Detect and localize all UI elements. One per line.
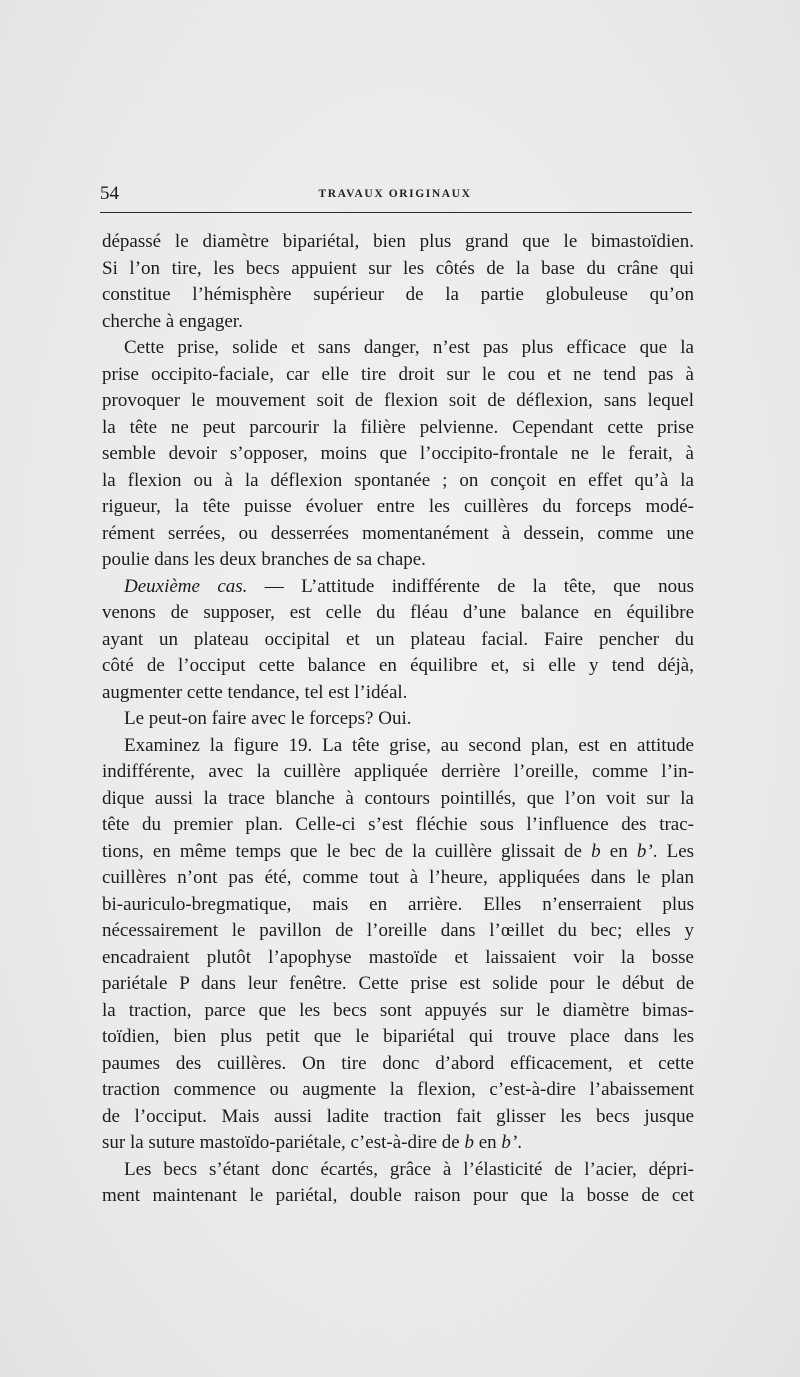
case-heading: Deuxième cas. bbox=[124, 575, 248, 597]
text-line: augmenter cette tendance, tel est l’idéal. bbox=[102, 681, 408, 703]
text-line: poulie dans les deux branches de sa chape. bbox=[102, 549, 426, 570]
running-head: TRAVAUX ORIGINAUX bbox=[318, 188, 472, 200]
point-label: b bbox=[591, 840, 601, 862]
point-label: b’ bbox=[501, 1132, 518, 1153]
header-rule bbox=[100, 212, 692, 213]
text-line: ment maintenant le pariétal, double raison pour que la bosse de cet bbox=[102, 1185, 694, 1206]
text-line: ayant un plateau occipital et un plateau facial. Faire pencher du bbox=[102, 628, 694, 650]
page-header bbox=[100, 183, 690, 211]
text-line: côté de l’occiput cette balance en équilibre et, si elle y tend déjà, bbox=[102, 655, 694, 676]
point-label: b bbox=[464, 1132, 474, 1153]
text-line: la tête ne peut parcourir la filière pelvienne. Cependant cette prise bbox=[102, 416, 694, 438]
text-fragment: . Les bbox=[652, 840, 694, 862]
text-line: nécessairement le pavillon de l’oreille dans l’œillet du bec; elles y bbox=[102, 920, 694, 941]
text-fragment: en bbox=[609, 840, 628, 862]
text-line: bi-auriculo-bregmatique, mais en arrière. Elles n’enserraient plus bbox=[102, 893, 694, 915]
text-line: de l’occiput. Mais aussi ladite traction fait glisser les becs jusque bbox=[102, 1105, 694, 1127]
text-line: la flexion ou à la déflexion spontanée ; on conçoit en effet qu’à la bbox=[102, 469, 694, 491]
point-label: b’ bbox=[636, 840, 653, 862]
text-line bbox=[102, 839, 694, 866]
text-line: Les becs s’étant donc écartés, grâce à l’élasticité de l’acier, dépri- bbox=[124, 1158, 694, 1180]
text-fragment: — L’attitude indifférente de la tête, que nous bbox=[264, 575, 694, 597]
text-line: toïdien, bien plus petit que le bipariétal qui trouve place dans les bbox=[102, 1026, 694, 1047]
text-fragment: en bbox=[478, 1132, 497, 1153]
text-line: pariétale P dans leur fenêtre. Cette prise est solide pour le début de bbox=[102, 973, 694, 994]
text-line: venons de supposer, est celle du fléau d’une balance en équilibre bbox=[102, 602, 694, 623]
text-line: Si l’on tire, les becs appuient sur les côtés de la base du crâne qui bbox=[102, 257, 694, 279]
text-line bbox=[102, 574, 694, 601]
text-line: paumes des cuillères. On tire donc d’abord efficacement, et cette bbox=[102, 1052, 694, 1074]
text-line: rigueur, la tête puisse évoluer entre les cuillères du forceps modé- bbox=[102, 496, 694, 517]
text-line: cuillères n’ont pas été, comme tout à l’heure, appliquées dans le plan bbox=[102, 867, 694, 888]
text-line: Examinez la figure 19. La tête grise, au second plan, est en attitude bbox=[124, 734, 694, 756]
text-line: cherche à engager. bbox=[102, 310, 243, 332]
text-fragment: tions, en même temps que le bec de la cuillère glissait de bbox=[102, 840, 582, 862]
text-line: tête du premier plan. Celle-ci s’est fléchie sous l’influence des trac- bbox=[102, 814, 694, 835]
text-line: rément serrées, ou desserrées momentanément à dessein, comme une bbox=[102, 522, 694, 544]
text-fragment: . bbox=[517, 1132, 522, 1153]
text-line: constitue l’hémisphère supérieur de la partie globuleuse qu’on bbox=[102, 284, 694, 305]
body-text bbox=[102, 229, 694, 1210]
text-line: Le peut-on faire avec le forceps? Oui. bbox=[124, 708, 412, 729]
text-fragment: sur la suture mastoïdo-pariétale, c’est-à-dire de bbox=[102, 1132, 460, 1153]
text-line: provoquer le mouvement soit de flexion soit de déflexion, sans lequel bbox=[102, 390, 694, 411]
text-line: traction commence ou augmente la flexion, c’est-à-dire l’abaissement bbox=[102, 1079, 694, 1100]
text-line: dique aussi la trace blanche à contours pointillés, que l’on voit sur la bbox=[102, 787, 694, 809]
text-line: prise occipito-faciale, car elle tire droit sur le cou et ne tend pas à bbox=[102, 363, 694, 385]
text-line: dépassé le diamètre bipariétal, bien plus grand que le bimastoïdien. bbox=[102, 231, 694, 252]
text-line: encadraient plutôt l’apophyse mastoïde et laissaient voir la bosse bbox=[102, 946, 694, 968]
text-line: Cette prise, solide et sans danger, n’est pas plus efficace que la bbox=[124, 337, 694, 358]
page-number: 54 bbox=[100, 183, 119, 204]
text-line: la traction, parce que les becs sont appuyés sur le diamètre bimas- bbox=[102, 999, 694, 1021]
text-line bbox=[102, 1130, 694, 1157]
text-line: indifférente, avec la cuillère appliquée derrière l’oreille, comme l’in- bbox=[102, 761, 694, 782]
text-line: semble devoir s’opposer, moins que l’occipito-frontale ne le ferait, à bbox=[102, 443, 694, 464]
